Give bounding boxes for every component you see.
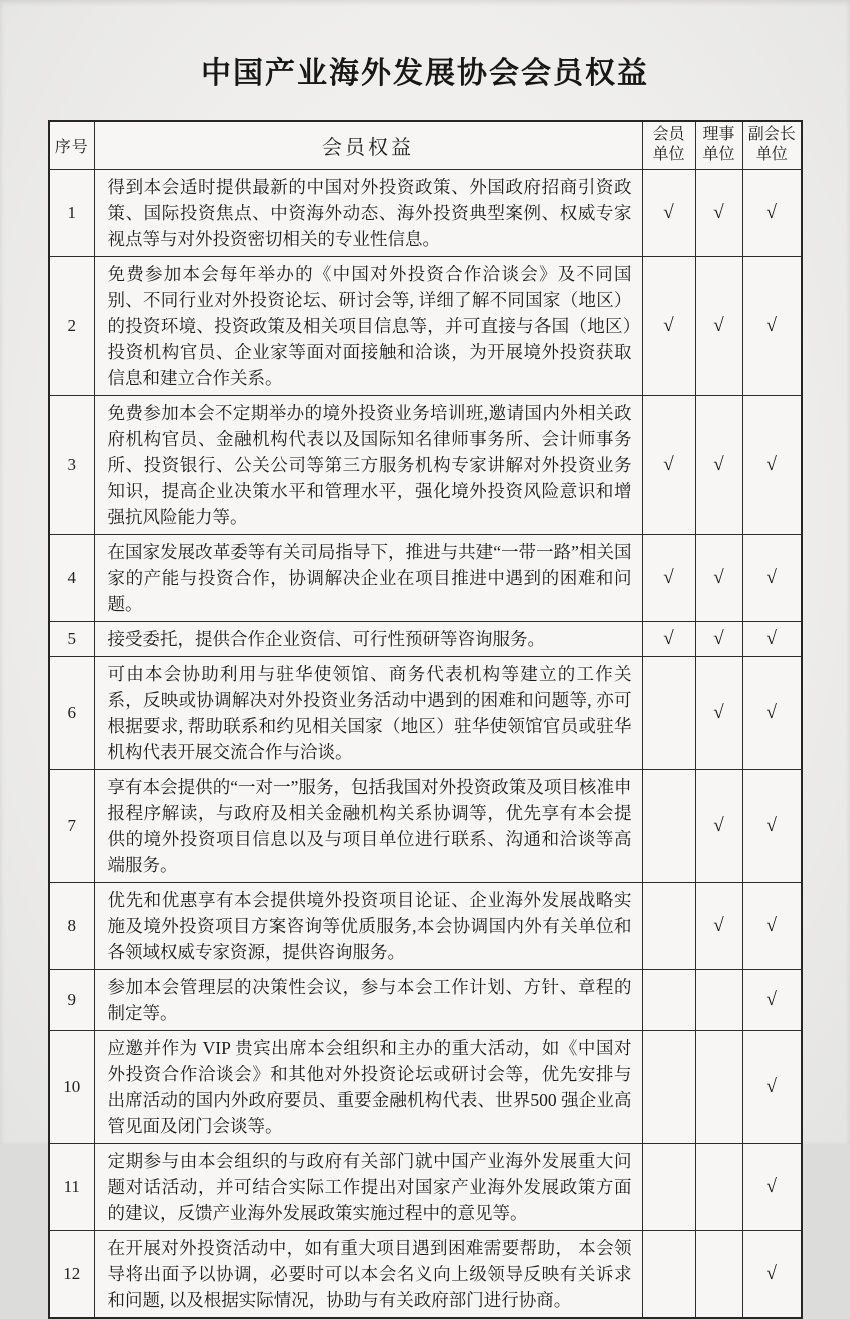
check-member (642, 882, 695, 969)
benefit-text: 得到本会适时提供最新的中国对外投资政策、外国政府招商引资政策、国际投资焦点、中资海外动态、海外投资典型案例、权威专家视点等与对外投资密切相关的专业性信息。 (94, 169, 642, 256)
header-row (49, 121, 802, 169)
check-member: √ (642, 169, 695, 256)
check-vice-president: √ (742, 256, 802, 395)
check-vice-president: √ (742, 1143, 802, 1230)
table-row (49, 1030, 802, 1143)
check-vice-president: √ (742, 656, 802, 769)
row-number: 10 (49, 1030, 94, 1143)
header-director-line1: 理事 (702, 126, 735, 144)
check-director (695, 1030, 742, 1143)
row-number: 3 (49, 395, 94, 534)
benefit-text: 接受委托，提供合作企业资信、可行性预研等咨询服务。 (94, 621, 642, 656)
benefit-text: 享有本会提供的“一对一”服务，包括我国对外投资政策及项目核准申报程序解读，与政府及相关金融机构关系协调等，优先享有本会提供的境外投资项目信息以及与项目单位进行联系、沟通和洽谈等高端服务。 (94, 769, 642, 882)
check-vice-president: √ (742, 534, 802, 621)
table-row (49, 1230, 802, 1318)
check-member (642, 1143, 695, 1230)
check-director: √ (695, 169, 742, 256)
check-member (642, 1030, 695, 1143)
header-vp-line2: 单位 (755, 146, 788, 164)
row-number: 12 (49, 1230, 94, 1318)
check-member (642, 769, 695, 882)
benefit-text: 免费参加本会不定期举办的境外投资业务培训班,邀请国内外相关政府机构官员、金融机构代表以及国际知名律师事务所、会计师事务所、投资银行、公关公司等第三方服务机构专家讲解对外投资业务知识，提高企业决策水平和管理水平，强化境外投资风险意识和增强抗风险能力等。 (94, 395, 642, 534)
table-row (49, 256, 802, 395)
benefit-text: 免费参加本会每年举办的《中国对外投资合作洽谈会》及不同国别、不同行业对外投资论坛、研讨会等, 详细了解不同国家（地区）的投资环境、投资政策及相关项目信息等，并可直接与各国（地区）投资机构官员、企业家等面对面接触和洽谈，为开展境外投资获取信息和建立合作关系。 (94, 256, 642, 395)
row-number: 2 (49, 256, 94, 395)
row-number: 6 (49, 656, 94, 769)
check-member: √ (642, 395, 695, 534)
table-row (49, 1143, 802, 1230)
row-number: 5 (49, 621, 94, 656)
check-vice-president: √ (742, 169, 802, 256)
check-vice-president: √ (742, 882, 802, 969)
check-director: √ (695, 656, 742, 769)
row-number: 1 (49, 169, 94, 256)
benefit-text: 定期参与由本会组织的与政府有关部门就中国产业海外发展重大问题对话活动，并可结合实际工作提出对国家产业海外发展政策方面的建议，反馈产业海外发展政策实施过程中的意见等。 (94, 1143, 642, 1230)
benefit-text: 应邀并作为 VIP 贵宾出席本会组织和主办的重大活动，如《中国对外投资合作洽谈会》和其他对外投资论坛或研讨会等，优先安排与出席活动的国内外政府要员、重要金融机构代表、世界500 强企业高管见面及闭门会谈等。 (94, 1030, 642, 1143)
row-number: 8 (49, 882, 94, 969)
check-vice-president: √ (742, 395, 802, 534)
page-title: 中国产业海外发展协会会员权益 (201, 57, 649, 90)
header-member-unit (642, 121, 695, 169)
check-director (695, 1230, 742, 1318)
row-number: 9 (49, 969, 94, 1030)
check-director (695, 969, 742, 1030)
header-benefit: 会员权益 (94, 121, 642, 169)
table-row (49, 882, 802, 969)
check-member (642, 969, 695, 1030)
check-vice-president: √ (742, 769, 802, 882)
check-member: √ (642, 256, 695, 395)
check-director: √ (695, 256, 742, 395)
benefit-text: 在开展对外投资活动中，如有重大项目遇到困难需要帮助， 本会领导将出面予以协调，必要时可以本会名义向上级领导反映有关诉求和问题, 以及根据实际情况，协助与有关政府部门进行协商。 (94, 1230, 642, 1318)
benefit-text: 参加本会管理层的决策性会议，参与本会工作计划、方针、章程的制定等。 (94, 969, 642, 1030)
row-number: 7 (49, 769, 94, 882)
table-row (49, 534, 802, 621)
check-director: √ (695, 534, 742, 621)
table-row (49, 395, 802, 534)
benefits-table (48, 120, 803, 1319)
check-vice-president: √ (742, 1230, 802, 1318)
benefit-text: 优先和优惠享有本会提供境外投资项目论证、企业海外发展战略实施及境外投资项目方案咨询等优质服务,本会协调国内外有关单位和各领域权威专家资源，提供咨询服务。 (94, 882, 642, 969)
check-vice-president: √ (742, 621, 802, 656)
table-row (49, 169, 802, 256)
header-director-unit (695, 121, 742, 169)
header-index: 序号 (49, 121, 94, 169)
check-vice-president: √ (742, 1030, 802, 1143)
table-row (49, 656, 802, 769)
check-vice-president: √ (742, 969, 802, 1030)
table-row (49, 621, 802, 656)
table-row (49, 769, 802, 882)
table-row (49, 969, 802, 1030)
benefit-text: 在国家发展改革委等有关司局指导下，推进与共建“一带一路”相关国家的产能与投资合作，协调解决企业在项目推进中遇到的困难和问题。 (94, 534, 642, 621)
check-member (642, 656, 695, 769)
header-vice-president-unit (742, 121, 802, 169)
header-vp-line1: 副会长 (747, 126, 796, 144)
benefit-text: 可由本会协助利用与驻华使领馆、商务代表机构等建立的工作关系，反映或协调解决对外投资业务活动中遇到的困难和问题等, 亦可根据要求, 帮助联系和约见相关国家（地区）驻华使领馆官员或驻华机构代表开展交流合作与洽谈。 (94, 656, 642, 769)
check-director: √ (695, 621, 742, 656)
check-member: √ (642, 621, 695, 656)
header-director-line2: 单位 (702, 146, 735, 164)
check-member: √ (642, 534, 695, 621)
check-director: √ (695, 395, 742, 534)
row-number: 11 (49, 1143, 94, 1230)
row-number: 4 (49, 534, 94, 621)
check-director (695, 1143, 742, 1230)
header-member-line1: 会员 (652, 126, 685, 144)
check-director: √ (695, 882, 742, 969)
check-member (642, 1230, 695, 1318)
header-member-line2: 单位 (652, 146, 685, 164)
check-director: √ (695, 769, 742, 882)
